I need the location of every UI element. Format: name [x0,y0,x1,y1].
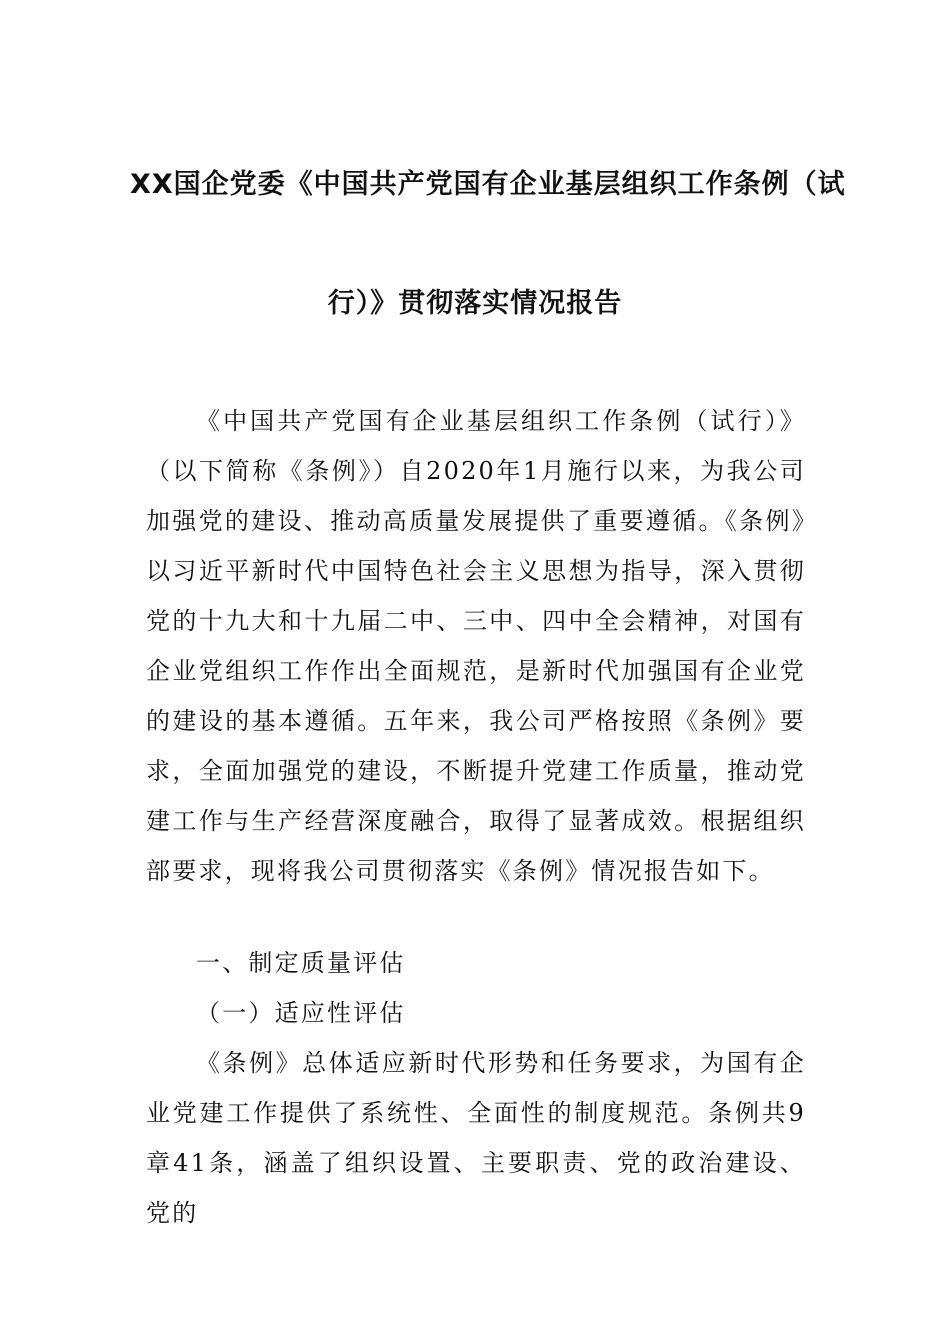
document-title-line2: 行）》贯彻落实情况报告 [327,288,623,319]
intro-paragraph: 《中国共产党国有企业基层组织工作条例（试行）》（以下简称《条例》）自2020年1月施行以来，为我公司加强党的建设、推动高质量发展提供了重要遵循。《条例》以习近平新时代中国特色社会主义思想为指导，深入贯彻党的十九大和十九届二中、三中、四中全会精神，对国有企业党组织工作作出全面规范，是新时代加强国有企业党的建设的基本遵循。五年来，我公司严格按照《条例》要求，全面加强党的建设，不断提升党建工作质量，推动党建工作与生产经营深度融合，取得了显著成效。根据组织部要求，现将我公司贯彻落实《条例》情况报告如下。 [146,407,806,885]
subsection-heading: （一）适应性评估 [196,999,406,1027]
assessment-paragraph: 《条例》总体适应新时代形势和任务要求，为国有企业党建工作提供了系统性、全面性的制度规范。条例共9章41条，涵盖了组织设置、主要职责、党的政治建设、党的 [146,1049,806,1227]
document-title-line1: XX国企党委《中国共产党国有企业基层组织工作条例（试 [130,169,846,200]
section-heading: 一、制定质量评估 [196,949,406,977]
